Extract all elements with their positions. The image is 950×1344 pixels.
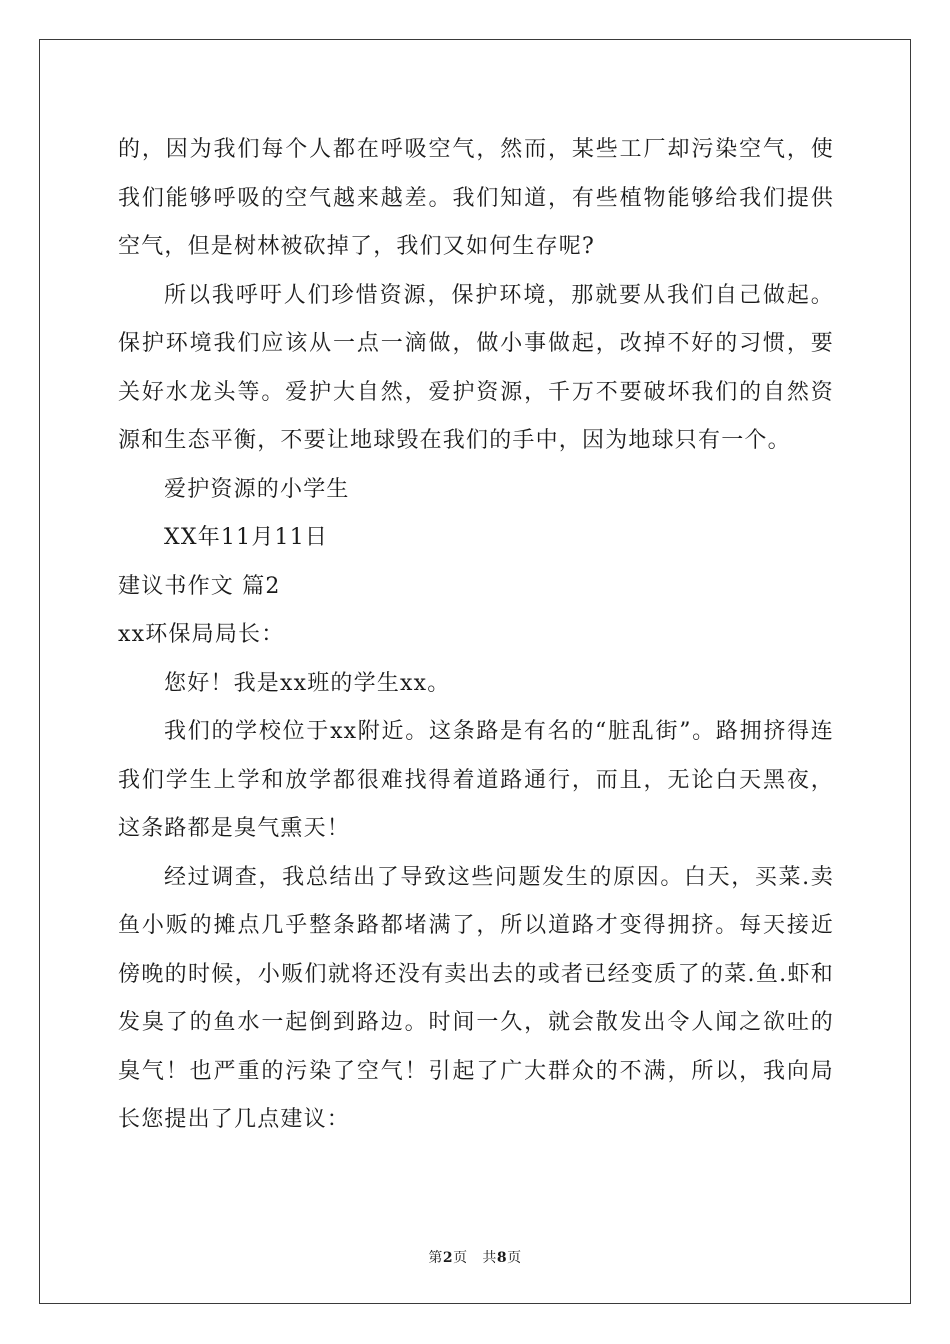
footer-page-suffix: 页 <box>453 1250 468 1266</box>
paragraph-2: 所以我呼吁人们珍惜资源，保护环境，那就要从我们自己做起。保护环境我们应该从一点一滴做，做小事做起，改掉不好的习惯，要关好水龙头等。爱护大自然，爱护资源，千万不要破坏我们的自然资源和生态平衡，不要让地球毁在我们的手中，因为地球只有一个。 <box>118 282 834 453</box>
paragraph-1: 的，因为我们每个人都在呼吸空气，然而，某些工厂却污染空气，使我们能够呼吸的空气越来越差。我们知道，有些植物能够给我们提供空气，但是树林被砍掉了，我们又如何生存呢? <box>118 137 834 259</box>
signature-line: 爱护资源的小学生 <box>164 476 350 502</box>
footer-total-prefix: 共 <box>482 1250 497 1266</box>
footer-total-suffix: 页 <box>507 1250 522 1266</box>
current-page-number: 2 <box>442 1250 454 1266</box>
page-footer <box>0 1247 950 1267</box>
greeting: 您好！我是xx班的学生xx。 <box>164 670 451 696</box>
paragraph-school-location: 我们的学校位于xx附近。这条路是有名的“脏乱街”。路拥挤得连我们学生上学和放学都很难找得着道路通行，而且，无论白天黑夜，这条路都是臭气熏天！ <box>118 719 834 841</box>
footer-prefix: 第 <box>428 1250 443 1266</box>
date-line: XX年11月11日 <box>164 525 329 550</box>
section-heading: 建议书作文 篇2 <box>118 573 281 599</box>
paragraph-investigation: 经过调查，我总结出了导致这些问题发生的原因。白天，买菜.卖鱼小贩的摊点几乎整条路都堵满了，所以道路才变得拥挤。每天接近傍晚的时候，小贩们就将还没有卖出去的或者已经变质了的菜.鱼.虾和发臭了的鱼水一起倒到路边。时间一久，就会散发出令人闻之欲吐的臭气！也严重的污染了空气！引起了广大群众的不满，所以，我向局长您提出了几点建议： <box>118 864 834 1132</box>
salutation: xx环保局局长： <box>118 622 285 647</box>
total-page-count: 8 <box>496 1250 508 1266</box>
document-body <box>118 126 834 1145</box>
